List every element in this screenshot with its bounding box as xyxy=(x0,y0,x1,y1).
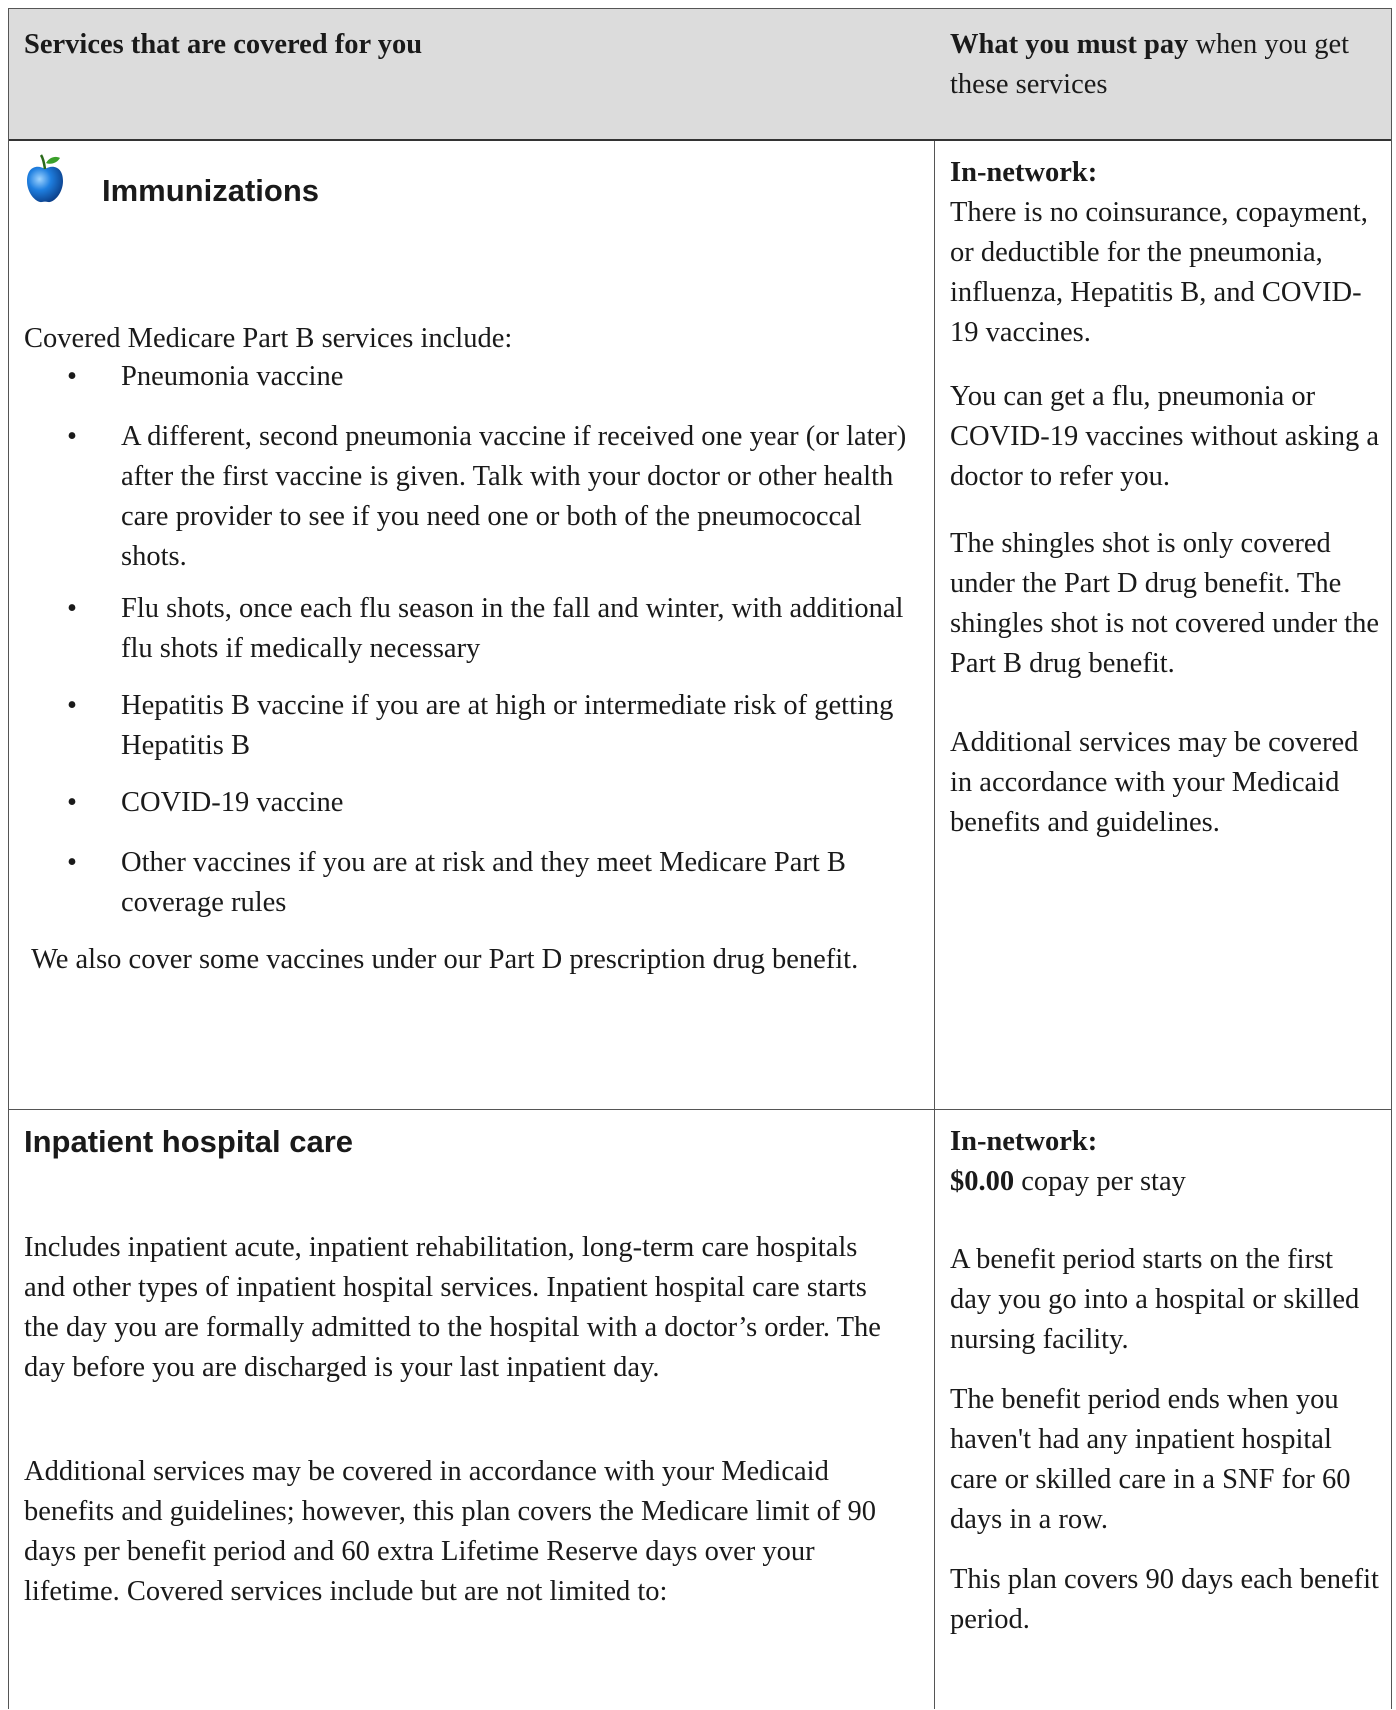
copay-line xyxy=(950,1162,1186,1202)
list-item-text: Pneumonia vaccine xyxy=(121,361,344,392)
pay-paragraph: Additional services may be covered in accordance with your Medicaid benefits and guidelines. xyxy=(950,727,1359,838)
immunizations-row xyxy=(9,141,1391,1110)
pay-paragraph: There is no coinsurance, copayment, or deductible for the pneumonia, influenza, Hepatitis B, and COVID-19 vaccines. xyxy=(950,197,1368,348)
table-header xyxy=(9,9,1391,141)
header-pay-cell xyxy=(935,9,1391,105)
pay-heading: In-network: xyxy=(950,157,1098,188)
immunizations-pay-cell xyxy=(935,141,1391,1109)
benefits-table xyxy=(8,8,1392,1709)
pay-paragraph: The shingles shot is only covered under the Part D drug benefit. The shingles shot is not covered under the Part B drug benefit. xyxy=(950,528,1380,679)
header-pay-bold: What you must pay xyxy=(950,29,1189,60)
header-services-cell xyxy=(9,9,934,65)
list-item-text: COVID-19 vaccine xyxy=(121,787,344,818)
inpatient-paragraph: Additional services may be covered in accordance with your Medicaid benefits and guidelines; however, this plan covers the Medicare limit of 90 days per benefit period and 60 extra Lifetime Reserve days over your lifetime. Covered services include but are not limited to: xyxy=(24,1456,877,1607)
pay-paragraph: The benefit period ends when you haven't had any inpatient hospital care or skilled care in a SNF for 60 days in a row. xyxy=(950,1384,1351,1535)
bullet-icon: • xyxy=(67,847,77,878)
list-item-text: Flu shots, once each flu season in the fall and winter, with additional flu shots if medically necessary xyxy=(121,593,904,664)
immunizations-services-cell xyxy=(9,141,934,1109)
immunizations-title: Immunizations xyxy=(102,173,320,208)
pay-paragraph: A benefit period starts on the first day you go into a hospital or skilled nursing facility. xyxy=(950,1244,1360,1355)
list-item-text: Hepatitis B vaccine if you are at high or intermediate risk of getting Hepatitis B xyxy=(121,690,894,761)
bullet-icon: • xyxy=(67,787,77,818)
inpatient-row xyxy=(9,1110,1391,1710)
copay-rest: copay per stay xyxy=(1014,1166,1186,1197)
bullet-icon: • xyxy=(67,690,77,721)
bullet-icon: • xyxy=(67,361,77,392)
inpatient-services-cell xyxy=(9,1110,934,1710)
inpatient-title: Inpatient hospital care xyxy=(24,1124,354,1159)
bullet-icon: • xyxy=(67,593,77,624)
copay-amount: $0.00 xyxy=(950,1166,1015,1197)
bullet-icon: • xyxy=(67,421,77,452)
header-services-label: Services that are covered for you xyxy=(24,29,423,60)
pay-paragraph: This plan covers 90 days each benefit period. xyxy=(950,1564,1379,1635)
pay-paragraph: You can get a flu, pneumonia or COVID-19 vaccines without asking a doctor to refer you. xyxy=(950,381,1379,492)
inpatient-pay-cell xyxy=(935,1110,1391,1710)
list-item-text: Other vaccines if you are at risk and they meet Medicare Part B coverage rules xyxy=(121,847,846,918)
pay-heading: In-network: xyxy=(950,1126,1098,1157)
immunizations-footer: We also cover some vaccines under our Part D prescription drug benefit. xyxy=(24,944,859,975)
apple-icon xyxy=(25,153,65,205)
header-pay-rest: when you get these services xyxy=(950,29,1350,100)
inpatient-paragraph: Includes inpatient acute, inpatient rehabilitation, long-term care hospitals and other types of inpatient hospital services. Inpatient hospital care starts the day you are formally admitted to the hospital with a doctor’s order. The day before you are discharged is your last inpatient day. xyxy=(24,1232,881,1383)
immunizations-intro: Covered Medicare Part B services include: xyxy=(24,323,513,354)
list-item-text: A different, second pneumonia vaccine if received one year (or later) after the first vaccine is given. Talk with your doctor or other health care provider to see if you need one or both of the pneumococcal shots. xyxy=(121,421,907,572)
